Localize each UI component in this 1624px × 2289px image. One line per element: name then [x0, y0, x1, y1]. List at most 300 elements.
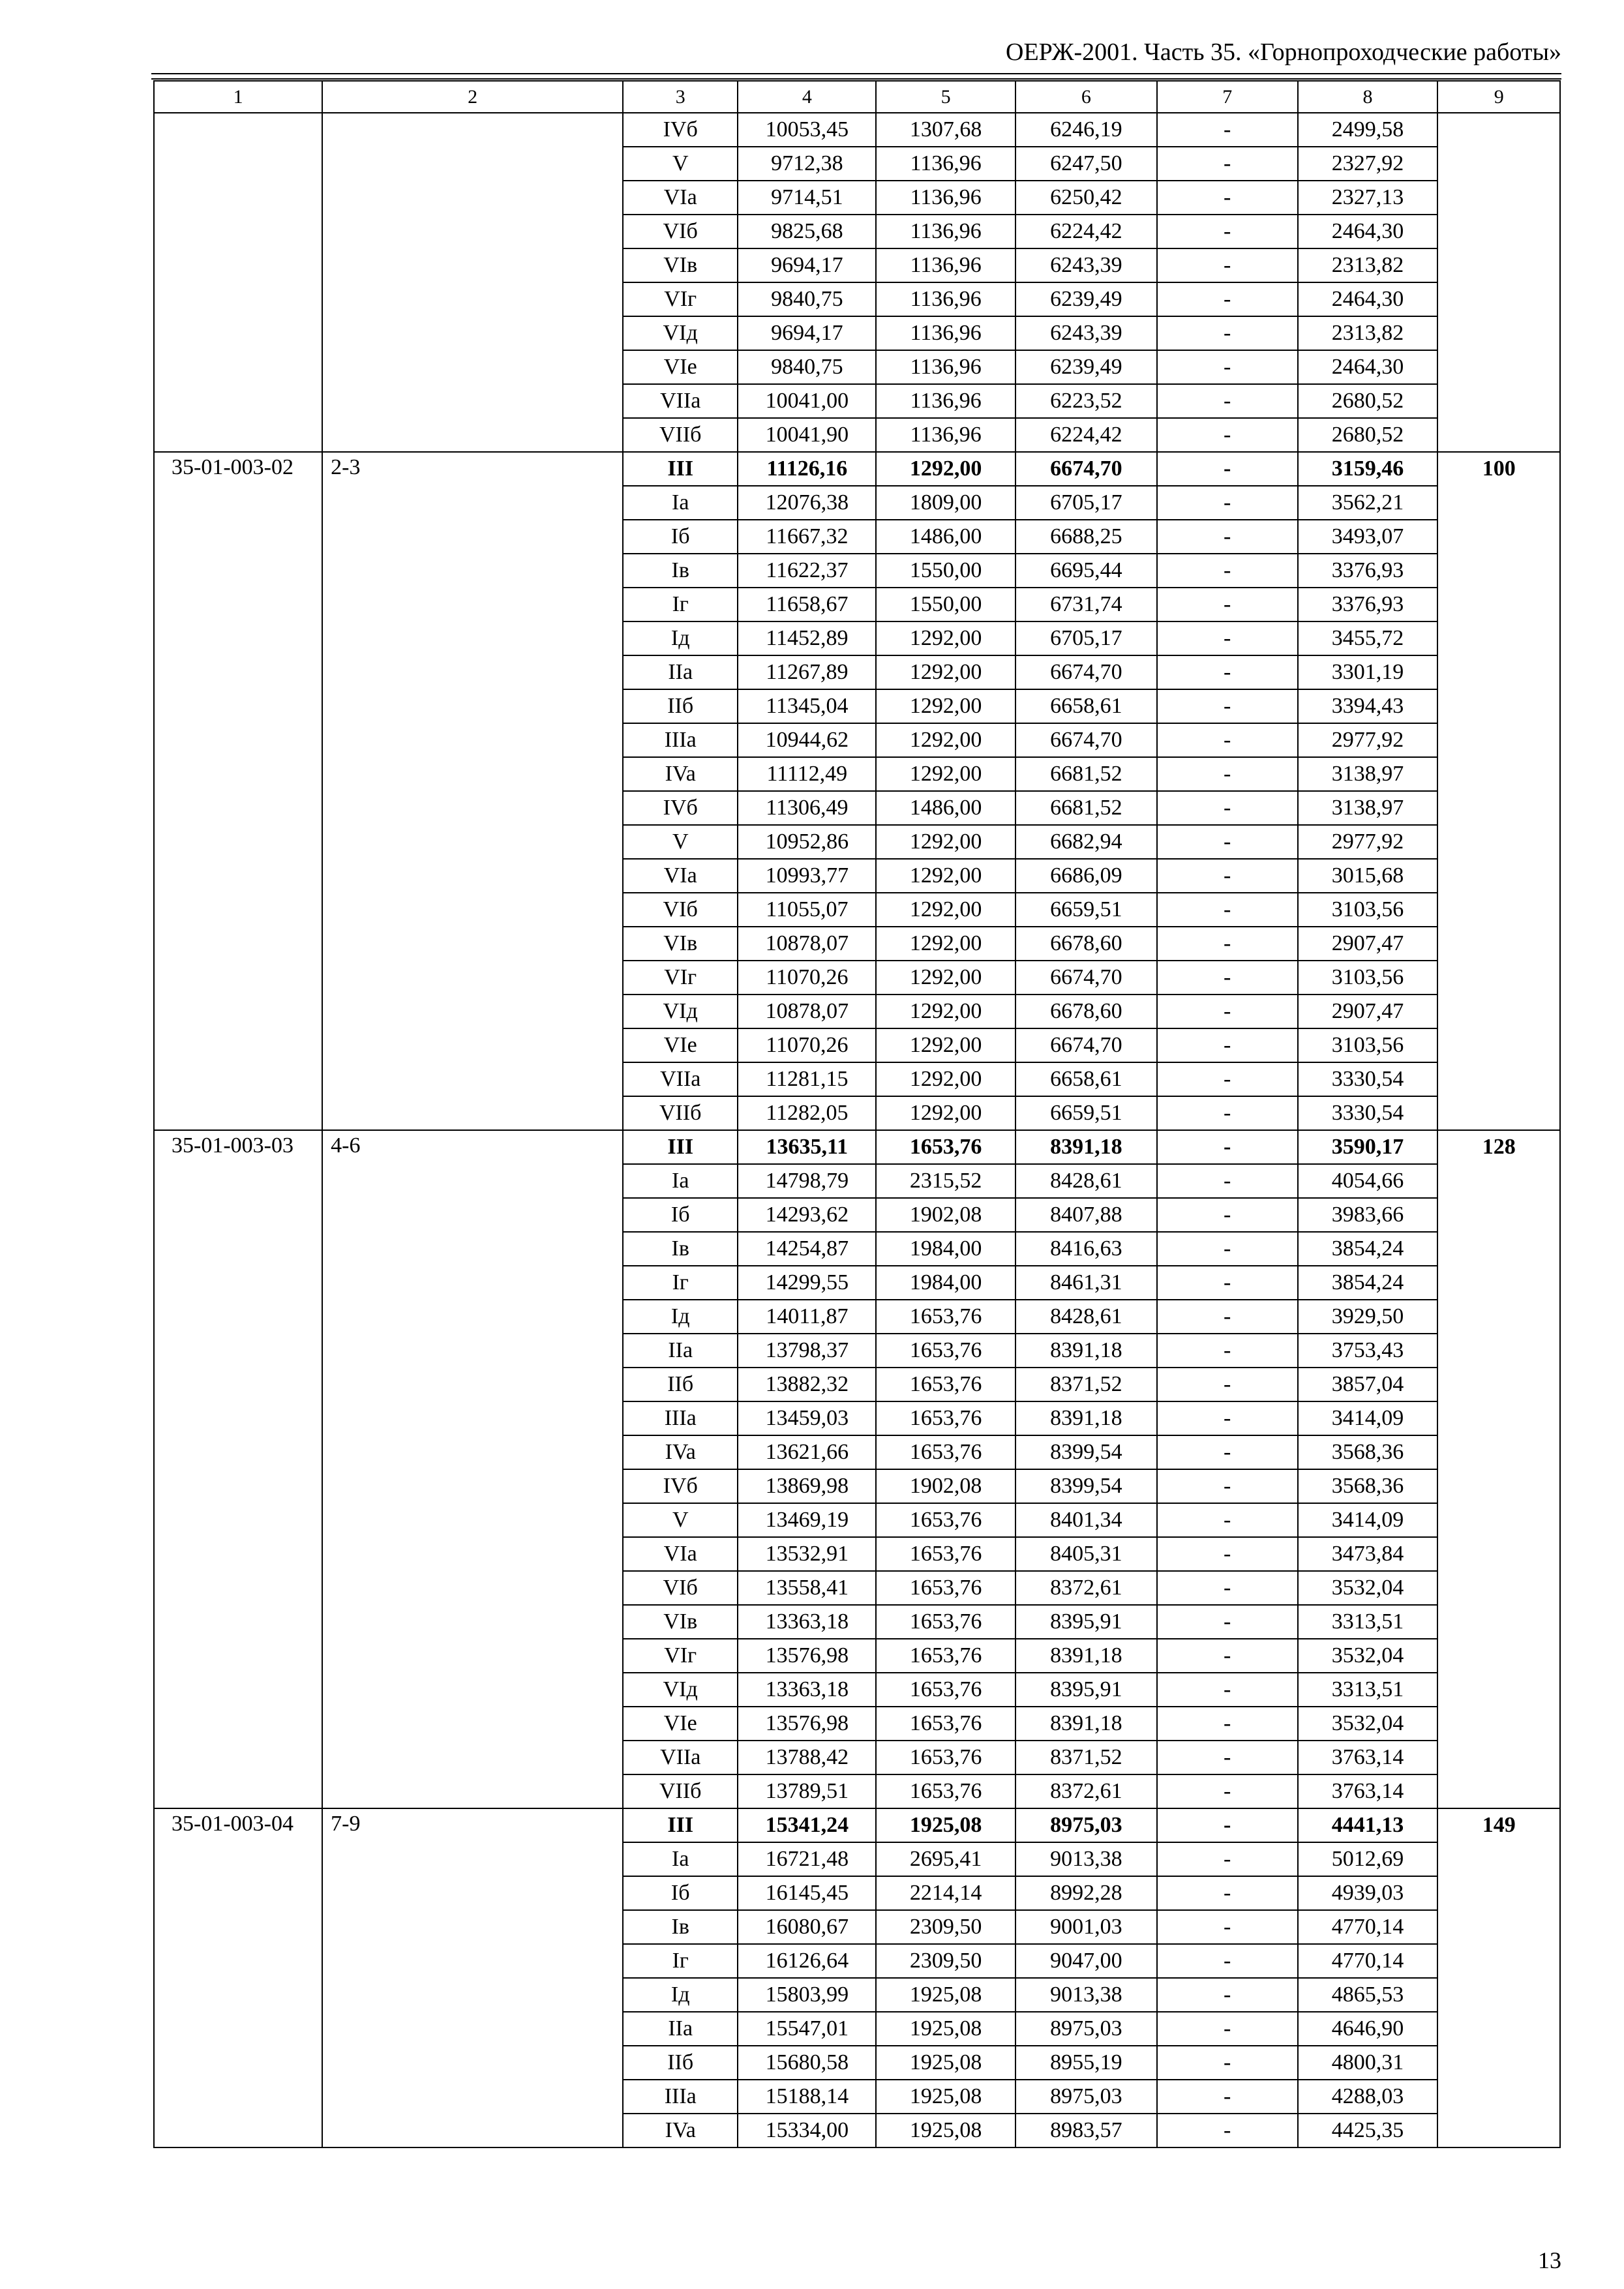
materials-cost-cell: 2313,82	[1298, 248, 1438, 282]
rate-group-cell: IIa	[623, 1334, 738, 1368]
column-header: 6	[1015, 81, 1157, 113]
machine-cost-cell: 6224,42	[1015, 418, 1157, 452]
rate-group-cell: VIIa	[623, 384, 738, 418]
total-cost-cell: 11055,07	[738, 893, 876, 927]
total-cost-cell: 13363,18	[738, 1605, 876, 1639]
column-header: 9	[1437, 81, 1560, 113]
materials-cost-cell: 2977,92	[1298, 825, 1438, 859]
rate-group-cell: IVa	[623, 1435, 738, 1469]
driver-wage-cell: -	[1157, 588, 1298, 621]
labor-cost-cell: 1653,76	[876, 1401, 1015, 1435]
driver-wage-cell: -	[1157, 350, 1298, 384]
rate-group-cell: IVa	[623, 757, 738, 791]
column9-cell	[1437, 113, 1560, 452]
total-cost-cell: 10041,90	[738, 418, 876, 452]
machine-cost-cell: 6678,60	[1015, 995, 1157, 1028]
rate-group-cell: VIe	[623, 350, 738, 384]
materials-cost-cell: 2327,92	[1298, 147, 1438, 181]
total-cost-cell: 14254,87	[738, 1232, 876, 1266]
driver-wage-cell: -	[1157, 791, 1298, 825]
driver-wage-cell: -	[1157, 1741, 1298, 1774]
driver-wage-cell: -	[1157, 2012, 1298, 2046]
labor-cost-cell: 1292,00	[876, 1096, 1015, 1130]
total-cost-cell: 16080,67	[738, 1910, 876, 1944]
total-cost-cell: 9694,17	[738, 316, 876, 350]
machine-cost-cell: 8391,18	[1015, 1401, 1157, 1435]
driver-wage-cell: -	[1157, 1639, 1298, 1673]
driver-wage-cell: -	[1157, 418, 1298, 452]
total-cost-cell: 13798,37	[738, 1334, 876, 1368]
materials-cost-cell: 2680,52	[1298, 418, 1438, 452]
total-cost-cell: 10993,77	[738, 859, 876, 893]
materials-cost-cell: 2907,47	[1298, 927, 1438, 961]
rate-group-cell: Iб	[623, 1876, 738, 1910]
labor-cost-cell: 1136,96	[876, 316, 1015, 350]
rate-group-cell: VIIa	[623, 1741, 738, 1774]
driver-wage-cell: -	[1157, 452, 1298, 486]
machine-cost-cell: 6695,44	[1015, 554, 1157, 588]
labor-cost-cell: 1136,96	[876, 215, 1015, 248]
materials-cost-cell: 3854,24	[1298, 1266, 1438, 1300]
machine-cost-cell: 6247,50	[1015, 147, 1157, 181]
machine-cost-cell: 6246,19	[1015, 113, 1157, 147]
driver-wage-cell: -	[1157, 825, 1298, 859]
driver-wage-cell: -	[1157, 655, 1298, 689]
labor-cost-cell: 1653,76	[876, 1741, 1015, 1774]
machine-cost-cell: 8955,19	[1015, 2046, 1157, 2080]
driver-wage-cell: -	[1157, 554, 1298, 588]
table-row	[154, 1808, 1560, 1842]
total-cost-cell: 15680,58	[738, 2046, 876, 2080]
rate-group-cell: VIe	[623, 1028, 738, 1062]
rate-group-cell: IVб	[623, 113, 738, 147]
materials-cost-cell: 5012,69	[1298, 1842, 1438, 1876]
machine-cost-cell: 6659,51	[1015, 893, 1157, 927]
total-cost-cell: 10952,86	[738, 825, 876, 859]
materials-cost-cell: 3532,04	[1298, 1639, 1438, 1673]
machine-cost-cell: 6659,51	[1015, 1096, 1157, 1130]
machine-cost-cell: 8391,18	[1015, 1639, 1157, 1673]
labor-cost-cell: 1292,00	[876, 1062, 1015, 1096]
rate-group-cell: Iб	[623, 1198, 738, 1232]
materials-cost-cell: 3394,43	[1298, 689, 1438, 723]
rate-group-cell: VIIб	[623, 418, 738, 452]
labor-cost-cell: 1292,00	[876, 1028, 1015, 1062]
machine-cost-cell: 8399,54	[1015, 1435, 1157, 1469]
materials-cost-cell: 3590,17	[1298, 1130, 1438, 1164]
driver-wage-cell: -	[1157, 1232, 1298, 1266]
rate-group-cell: V	[623, 825, 738, 859]
rate-group-cell: VIв	[623, 248, 738, 282]
driver-wage-cell: -	[1157, 1469, 1298, 1503]
machine-cost-cell: 6674,70	[1015, 723, 1157, 757]
machine-cost-cell: 8416,63	[1015, 1232, 1157, 1266]
labor-cost-cell: 1925,08	[876, 2046, 1015, 2080]
materials-cost-cell: 4054,66	[1298, 1164, 1438, 1198]
total-cost-cell: 11070,26	[738, 961, 876, 995]
total-cost-cell: 13576,98	[738, 1707, 876, 1741]
labor-cost-cell: 1653,76	[876, 1130, 1015, 1164]
column9-cell: 100	[1437, 452, 1560, 1130]
rate-group-cell: V	[623, 1503, 738, 1537]
total-cost-cell: 9840,75	[738, 282, 876, 316]
labor-cost-cell: 1292,00	[876, 757, 1015, 791]
machine-cost-cell: 6705,17	[1015, 486, 1157, 520]
table-row	[154, 113, 1560, 147]
machine-cost-cell: 6250,42	[1015, 181, 1157, 215]
rate-group-cell: VIa	[623, 181, 738, 215]
labor-cost-cell: 1292,00	[876, 689, 1015, 723]
rate-group-cell: Iв	[623, 1232, 738, 1266]
driver-wage-cell: -	[1157, 723, 1298, 757]
rate-group-cell: VIa	[623, 1537, 738, 1571]
rate-group-cell: VIIб	[623, 1774, 738, 1808]
rate-group-cell: III	[623, 1130, 738, 1164]
column9-cell: 128	[1437, 1130, 1560, 1808]
driver-wage-cell: -	[1157, 1164, 1298, 1198]
total-cost-cell: 11112,49	[738, 757, 876, 791]
rate-group-cell: VIв	[623, 1605, 738, 1639]
materials-cost-cell: 3763,14	[1298, 1774, 1438, 1808]
labor-cost-cell: 2695,41	[876, 1842, 1015, 1876]
rate-group-cell: VIг	[623, 961, 738, 995]
machine-cost-cell: 8391,18	[1015, 1334, 1157, 1368]
rate-group-cell: IIб	[623, 689, 738, 723]
table-row	[154, 452, 1560, 486]
driver-wage-cell: -	[1157, 1062, 1298, 1096]
rate-group-cell: Ia	[623, 1164, 738, 1198]
machine-cost-cell: 6658,61	[1015, 1062, 1157, 1096]
labor-cost-cell: 2315,52	[876, 1164, 1015, 1198]
total-cost-cell: 13532,91	[738, 1537, 876, 1571]
total-cost-cell: 14011,87	[738, 1300, 876, 1334]
driver-wage-cell: -	[1157, 1435, 1298, 1469]
driver-wage-cell: -	[1157, 113, 1298, 147]
labor-cost-cell: 1653,76	[876, 1368, 1015, 1401]
materials-cost-cell: 2464,30	[1298, 282, 1438, 316]
labor-cost-cell: 1925,08	[876, 2114, 1015, 2147]
total-cost-cell: 13576,98	[738, 1639, 876, 1673]
labor-cost-cell: 1809,00	[876, 486, 1015, 520]
column-header: 5	[876, 81, 1015, 113]
labor-cost-cell: 1925,08	[876, 2012, 1015, 2046]
materials-cost-cell: 4939,03	[1298, 1876, 1438, 1910]
machine-cost-cell: 9001,03	[1015, 1910, 1157, 1944]
rate-group-cell: IIб	[623, 1368, 738, 1401]
rate-code-cell: 35-01-003-02	[154, 452, 322, 1130]
machine-cost-cell: 8399,54	[1015, 1469, 1157, 1503]
machine-cost-cell: 6705,17	[1015, 621, 1157, 655]
rate-group-cell: VIг	[623, 282, 738, 316]
machine-cost-cell: 9047,00	[1015, 1944, 1157, 1978]
rate-group-cell: VIIб	[623, 1096, 738, 1130]
machine-cost-cell: 6658,61	[1015, 689, 1157, 723]
labor-cost-cell: 1136,96	[876, 384, 1015, 418]
labor-cost-cell: 1653,76	[876, 1707, 1015, 1741]
machine-cost-cell: 6731,74	[1015, 588, 1157, 621]
rate-group-cell: IIIa	[623, 1401, 738, 1435]
labor-cost-cell: 1902,08	[876, 1198, 1015, 1232]
table-row	[154, 1130, 1560, 1164]
materials-cost-cell: 3562,21	[1298, 486, 1438, 520]
rate-group-cell: VIг	[623, 1639, 738, 1673]
rate-group-cell: VIв	[623, 927, 738, 961]
rate-code-cell: 35-01-003-04	[154, 1808, 322, 2147]
total-cost-cell: 9825,68	[738, 215, 876, 248]
machine-cost-cell: 6674,70	[1015, 1028, 1157, 1062]
labor-cost-cell: 1925,08	[876, 1978, 1015, 2012]
rate-group-cell: VIд	[623, 316, 738, 350]
driver-wage-cell: -	[1157, 282, 1298, 316]
materials-cost-cell: 2977,92	[1298, 723, 1438, 757]
machine-cost-cell: 8391,18	[1015, 1130, 1157, 1164]
driver-wage-cell: -	[1157, 859, 1298, 893]
materials-cost-cell: 2680,52	[1298, 384, 1438, 418]
machine-cost-cell: 8992,28	[1015, 1876, 1157, 1910]
labor-cost-cell: 1136,96	[876, 282, 1015, 316]
machine-cost-cell: 8391,18	[1015, 1707, 1157, 1741]
rate-group-cell: VIIa	[623, 1062, 738, 1096]
rate-group-cell: IIIa	[623, 723, 738, 757]
materials-cost-cell: 3376,93	[1298, 554, 1438, 588]
materials-cost-cell: 3568,36	[1298, 1469, 1438, 1503]
rate-group-cell: IVб	[623, 1469, 738, 1503]
machine-cost-cell: 6243,39	[1015, 316, 1157, 350]
driver-wage-cell: -	[1157, 2080, 1298, 2114]
materials-cost-cell: 3983,66	[1298, 1198, 1438, 1232]
driver-wage-cell: -	[1157, 520, 1298, 554]
machine-cost-cell: 6674,70	[1015, 452, 1157, 486]
machine-cost-cell: 8428,61	[1015, 1300, 1157, 1334]
machine-cost-cell: 8428,61	[1015, 1164, 1157, 1198]
rate-group-cell: Iг	[623, 588, 738, 621]
driver-wage-cell: -	[1157, 1198, 1298, 1232]
labor-cost-cell: 2309,50	[876, 1944, 1015, 1978]
driver-wage-cell: -	[1157, 1774, 1298, 1808]
labor-cost-cell: 1292,00	[876, 655, 1015, 689]
materials-cost-cell: 3854,24	[1298, 1232, 1438, 1266]
total-cost-cell: 13621,66	[738, 1435, 876, 1469]
rate-group-cell: Iг	[623, 1944, 738, 1978]
total-cost-cell: 15334,00	[738, 2114, 876, 2147]
labor-cost-cell: 1653,76	[876, 1605, 1015, 1639]
labor-cost-cell: 1292,00	[876, 995, 1015, 1028]
column-header: 2	[322, 81, 623, 113]
total-cost-cell: 11070,26	[738, 1028, 876, 1062]
driver-wage-cell: -	[1157, 181, 1298, 215]
driver-wage-cell: -	[1157, 1334, 1298, 1368]
rate-group-cell: III	[623, 1808, 738, 1842]
driver-wage-cell: -	[1157, 1503, 1298, 1537]
rate-group-cell: VIд	[623, 1673, 738, 1707]
driver-wage-cell: -	[1157, 384, 1298, 418]
driver-wage-cell: -	[1157, 1842, 1298, 1876]
rate-group-cell: VIб	[623, 215, 738, 248]
total-cost-cell: 15188,14	[738, 2080, 876, 2114]
rate-group-cell: IIб	[623, 2046, 738, 2080]
materials-cost-cell: 3159,46	[1298, 452, 1438, 486]
total-cost-cell: 16721,48	[738, 1842, 876, 1876]
materials-cost-cell: 3103,56	[1298, 961, 1438, 995]
total-cost-cell: 9712,38	[738, 147, 876, 181]
machine-cost-cell: 8975,03	[1015, 2080, 1157, 2114]
rate-group-cell: IVa	[623, 2114, 738, 2147]
materials-cost-cell: 3376,93	[1298, 588, 1438, 621]
materials-cost-cell: 4865,53	[1298, 1978, 1438, 2012]
materials-cost-cell: 3532,04	[1298, 1571, 1438, 1605]
materials-cost-cell: 2499,58	[1298, 113, 1438, 147]
total-cost-cell: 15341,24	[738, 1808, 876, 1842]
labor-cost-cell: 1292,00	[876, 452, 1015, 486]
column-header: 3	[623, 81, 738, 113]
machine-cost-cell: 6681,52	[1015, 791, 1157, 825]
total-cost-cell: 11267,89	[738, 655, 876, 689]
total-cost-cell: 13882,32	[738, 1368, 876, 1401]
driver-wage-cell: -	[1157, 215, 1298, 248]
total-cost-cell: 11667,32	[738, 520, 876, 554]
machine-cost-cell: 8395,91	[1015, 1605, 1157, 1639]
labor-cost-cell: 1136,96	[876, 181, 1015, 215]
machine-cost-cell: 8983,57	[1015, 2114, 1157, 2147]
labor-cost-cell: 1653,76	[876, 1774, 1015, 1808]
materials-cost-cell: 3929,50	[1298, 1300, 1438, 1334]
driver-wage-cell: -	[1157, 893, 1298, 927]
page-header-title: ОЕРЖ-2001. Часть 35. «Горнопроходческие работы»	[1006, 38, 1561, 66]
machine-cost-cell: 8975,03	[1015, 2012, 1157, 2046]
materials-cost-cell: 3103,56	[1298, 1028, 1438, 1062]
column9-cell: 149	[1437, 1808, 1560, 2147]
total-cost-cell: 12076,38	[738, 486, 876, 520]
driver-wage-cell: -	[1157, 1368, 1298, 1401]
labor-cost-cell: 1653,76	[876, 1537, 1015, 1571]
rates-table	[153, 80, 1561, 2148]
total-cost-cell: 11281,15	[738, 1062, 876, 1096]
machine-cost-cell: 6243,39	[1015, 248, 1157, 282]
labor-cost-cell: 1925,08	[876, 2080, 1015, 2114]
total-cost-cell: 13363,18	[738, 1673, 876, 1707]
driver-wage-cell: -	[1157, 147, 1298, 181]
total-cost-cell: 16145,45	[738, 1876, 876, 1910]
rate-group-cell: Iв	[623, 1910, 738, 1944]
column-header: 7	[1157, 81, 1298, 113]
rate-group-cell: IIa	[623, 655, 738, 689]
machine-cost-cell: 8461,31	[1015, 1266, 1157, 1300]
rate-code-cell: 35-01-003-03	[154, 1130, 322, 1808]
machine-cost-cell: 8401,34	[1015, 1503, 1157, 1537]
machine-cost-cell: 6681,52	[1015, 757, 1157, 791]
materials-cost-cell: 3313,51	[1298, 1673, 1438, 1707]
machine-cost-cell: 6678,60	[1015, 927, 1157, 961]
labor-cost-cell: 1292,00	[876, 825, 1015, 859]
materials-cost-cell: 3015,68	[1298, 859, 1438, 893]
machine-cost-cell: 8395,91	[1015, 1673, 1157, 1707]
column-header: 8	[1298, 81, 1438, 113]
rate-group-cell: III	[623, 452, 738, 486]
total-cost-cell: 13788,42	[738, 1741, 876, 1774]
materials-cost-cell: 2313,82	[1298, 316, 1438, 350]
machine-cost-cell: 6682,94	[1015, 825, 1157, 859]
materials-cost-cell: 3138,97	[1298, 757, 1438, 791]
total-cost-cell: 13869,98	[738, 1469, 876, 1503]
header-rule-top	[151, 73, 1561, 74]
materials-cost-cell: 3138,97	[1298, 791, 1438, 825]
labor-cost-cell: 1136,96	[876, 350, 1015, 384]
rate-code-cell	[154, 113, 322, 452]
machine-cost-cell: 8371,52	[1015, 1368, 1157, 1401]
total-cost-cell: 13459,03	[738, 1401, 876, 1435]
total-cost-cell: 11126,16	[738, 452, 876, 486]
materials-cost-cell: 3493,07	[1298, 520, 1438, 554]
materials-cost-cell: 3313,51	[1298, 1605, 1438, 1639]
total-cost-cell: 9694,17	[738, 248, 876, 282]
total-cost-cell: 14293,62	[738, 1198, 876, 1232]
machine-cost-cell: 6686,09	[1015, 859, 1157, 893]
total-cost-cell: 14798,79	[738, 1164, 876, 1198]
driver-wage-cell: -	[1157, 1028, 1298, 1062]
driver-wage-cell: -	[1157, 1978, 1298, 2012]
materials-cost-cell: 3857,04	[1298, 1368, 1438, 1401]
driver-wage-cell: -	[1157, 248, 1298, 282]
header-rule-bottom	[151, 78, 1561, 80]
machine-cost-cell: 6224,42	[1015, 215, 1157, 248]
machine-cost-cell: 8372,61	[1015, 1571, 1157, 1605]
materials-cost-cell: 3301,19	[1298, 655, 1438, 689]
machine-cost-cell: 8975,03	[1015, 1808, 1157, 1842]
materials-cost-cell: 3414,09	[1298, 1503, 1438, 1537]
total-cost-cell: 10053,45	[738, 113, 876, 147]
driver-wage-cell: -	[1157, 1130, 1298, 1164]
rate-group-cell: IIa	[623, 2012, 738, 2046]
labor-cost-cell: 1136,96	[876, 147, 1015, 181]
driver-wage-cell: -	[1157, 961, 1298, 995]
labor-cost-cell: 1984,00	[876, 1232, 1015, 1266]
driver-wage-cell: -	[1157, 1096, 1298, 1130]
materials-cost-cell: 4288,03	[1298, 2080, 1438, 2114]
rate-group-cell: VIe	[623, 1707, 738, 1741]
total-cost-cell: 11306,49	[738, 791, 876, 825]
total-cost-cell: 13635,11	[738, 1130, 876, 1164]
total-cost-cell: 11658,67	[738, 588, 876, 621]
labor-cost-cell: 1925,08	[876, 1808, 1015, 1842]
labor-cost-cell: 1292,00	[876, 927, 1015, 961]
materials-cost-cell: 3330,54	[1298, 1062, 1438, 1096]
labor-cost-cell: 1292,00	[876, 961, 1015, 995]
rate-group-cell: VIб	[623, 1571, 738, 1605]
total-cost-cell: 10041,00	[738, 384, 876, 418]
driver-wage-cell: -	[1157, 1605, 1298, 1639]
driver-wage-cell: -	[1157, 621, 1298, 655]
total-cost-cell: 16126,64	[738, 1944, 876, 1978]
total-cost-cell: 13469,19	[738, 1503, 876, 1537]
labor-cost-cell: 1984,00	[876, 1266, 1015, 1300]
rate-group-cell: Iд	[623, 1300, 738, 1334]
total-cost-cell: 11452,89	[738, 621, 876, 655]
total-cost-cell: 9714,51	[738, 181, 876, 215]
position-cell	[322, 113, 623, 452]
driver-wage-cell: -	[1157, 486, 1298, 520]
machine-cost-cell: 6674,70	[1015, 655, 1157, 689]
labor-cost-cell: 1292,00	[876, 893, 1015, 927]
rate-group-cell: IVб	[623, 791, 738, 825]
labor-cost-cell: 1653,76	[876, 1503, 1015, 1537]
materials-cost-cell: 2464,30	[1298, 215, 1438, 248]
materials-cost-cell: 3568,36	[1298, 1435, 1438, 1469]
driver-wage-cell: -	[1157, 995, 1298, 1028]
driver-wage-cell: -	[1157, 1910, 1298, 1944]
total-cost-cell: 14299,55	[738, 1266, 876, 1300]
materials-cost-cell: 3473,84	[1298, 1537, 1438, 1571]
driver-wage-cell: -	[1157, 757, 1298, 791]
